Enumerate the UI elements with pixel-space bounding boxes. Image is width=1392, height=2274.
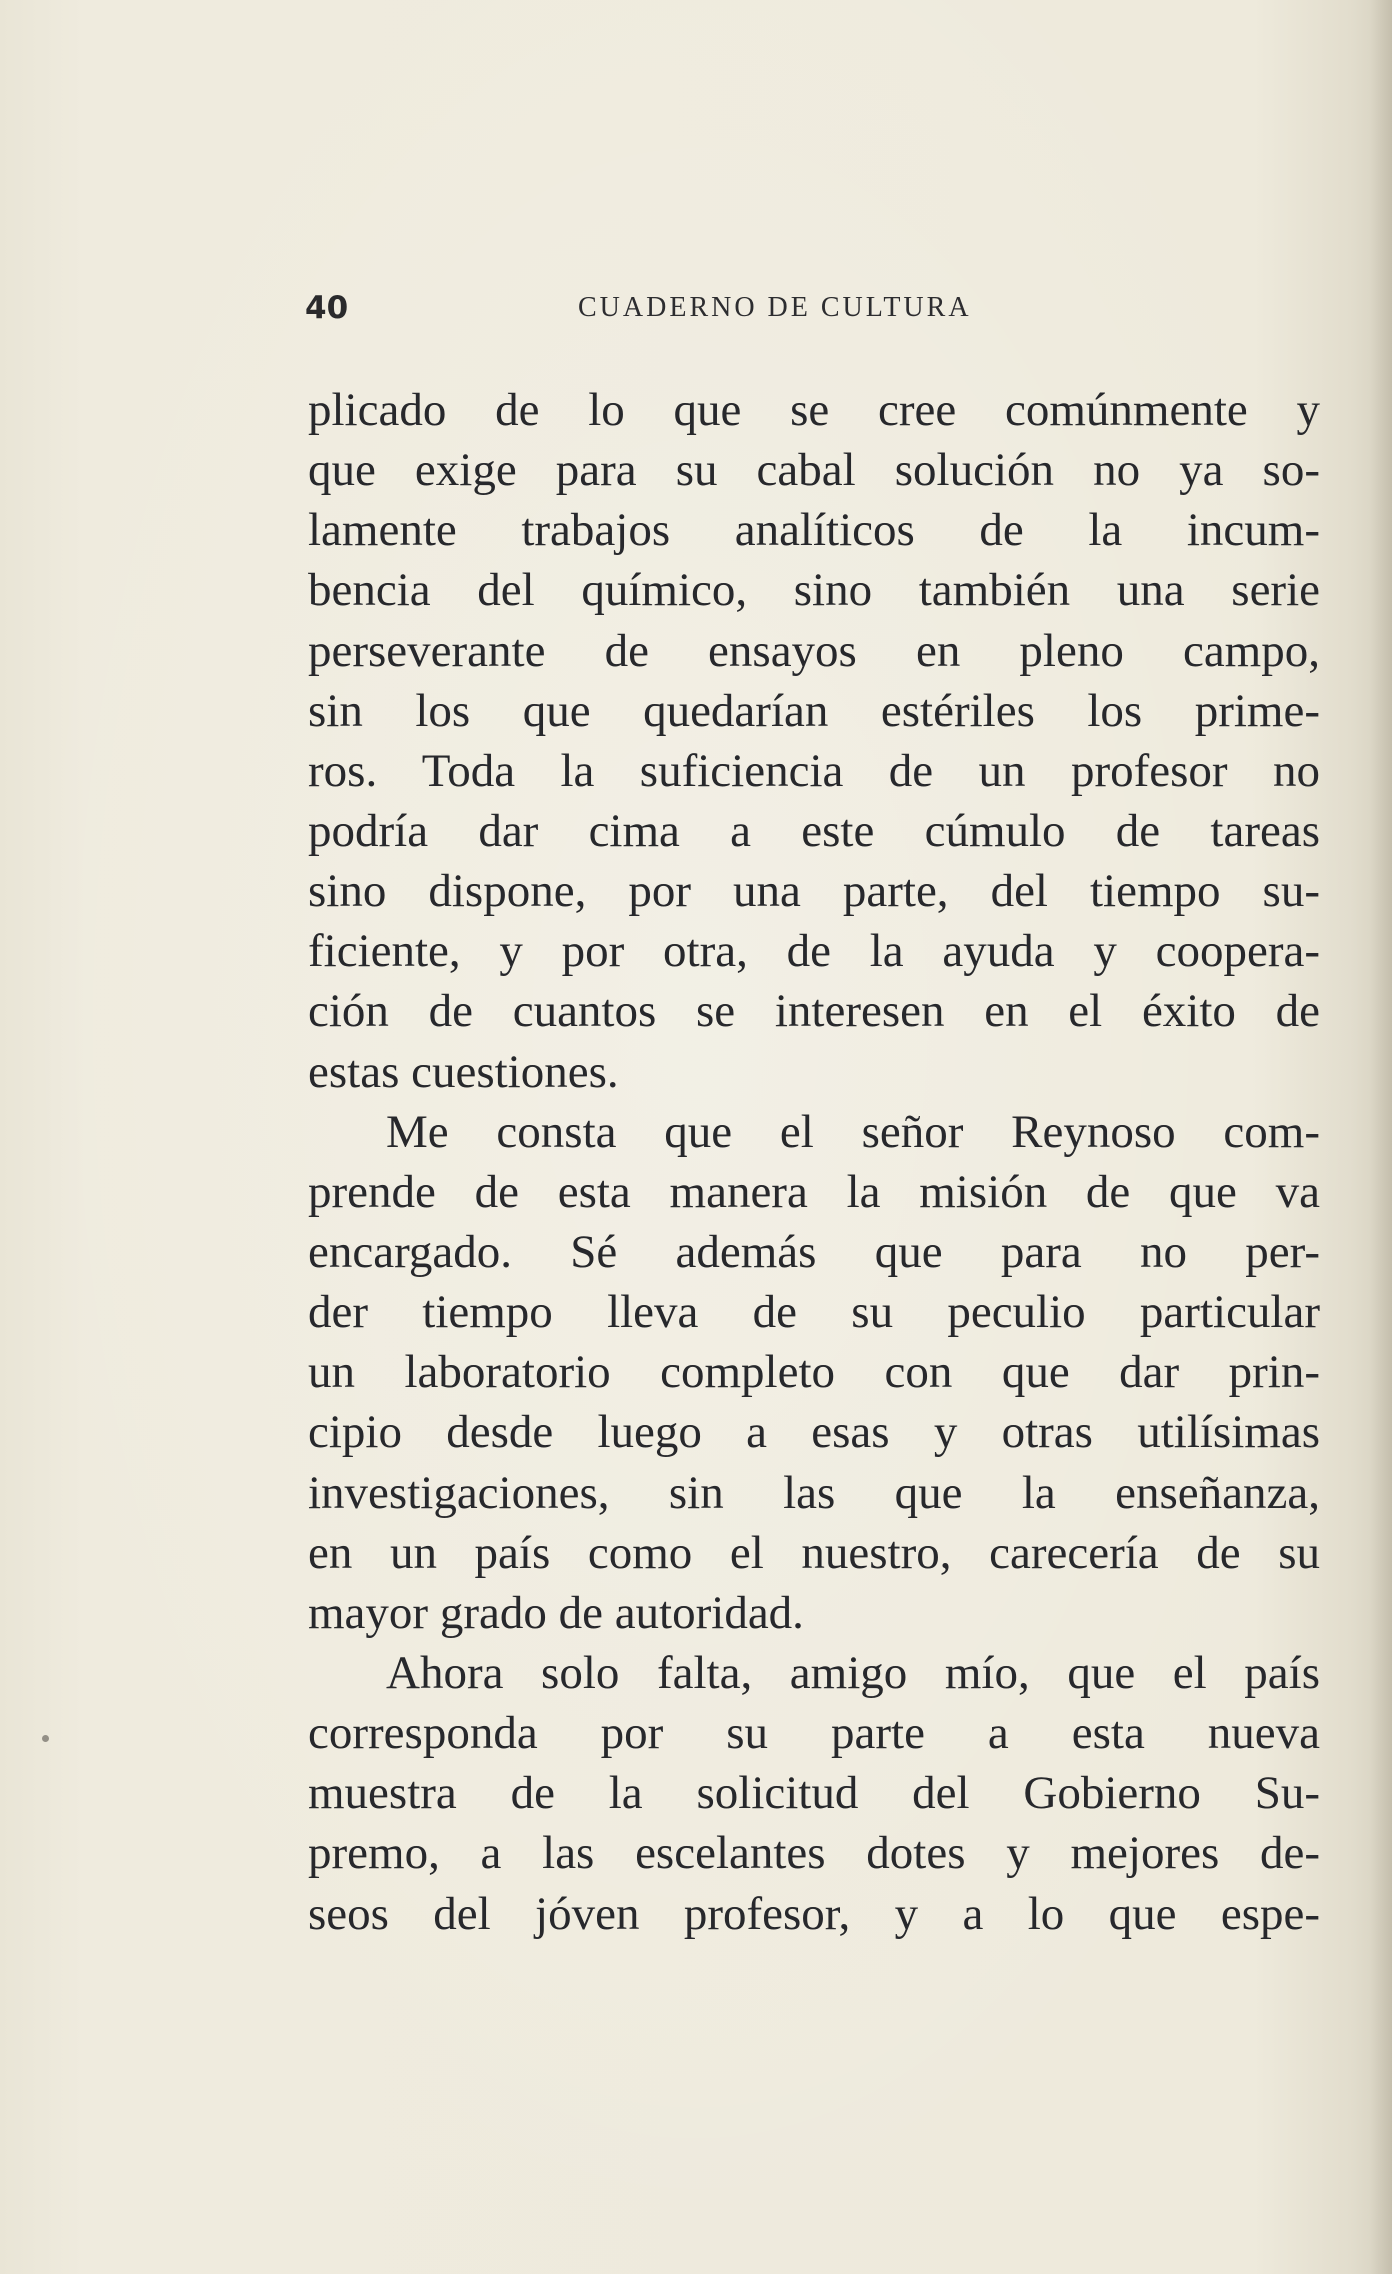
text-line: cipio desde luego a esas y otras utilísimas [308, 1406, 1320, 1459]
page-number: 40 [305, 290, 349, 326]
body-text [308, 380, 1320, 1944]
text-line: encargado. Sé además que para no per- [308, 1225, 1320, 1278]
text-line: en un país como el nuestro, carecería de su [308, 1526, 1320, 1579]
text-line: lamente trabajos analíticos de la incum- [308, 504, 1320, 557]
text-line: un laboratorio completo con que dar prin- [308, 1346, 1320, 1399]
running-header [305, 283, 1320, 333]
text-line: ficiente, y por otra, de la ayuda y coopera- [308, 925, 1320, 978]
text-line: bencia del químico, sino también una serie [308, 564, 1320, 617]
text-line: ros. Toda la suficiencia de un profesor no [308, 744, 1320, 797]
text-line: mayor grado de autoridad. [308, 1586, 804, 1639]
text-line: sino dispone, por una parte, del tiempo su- [308, 865, 1320, 918]
text-line: perseverante de ensayos en pleno campo, [308, 624, 1320, 677]
text-line: podría dar cima a este cúmulo de tareas [308, 804, 1320, 857]
text-line: der tiempo lleva de su peculio particular [308, 1286, 1320, 1339]
text-line: estas cuestiones. [308, 1045, 619, 1098]
text-line: corresponda por su parte a esta nueva [308, 1707, 1320, 1760]
text-line: prende de esta manera la misión de que va [308, 1165, 1320, 1218]
text-line: investigaciones, sin las que la enseñanza, [308, 1466, 1320, 1519]
text-line: Me consta que el señor Reynoso com- [386, 1105, 1320, 1158]
text-line: plicado de lo que se cree comúnmente y [308, 384, 1320, 436]
text-line: que exige para su cabal solución no ya so- [308, 444, 1320, 497]
running-title: CUADERNO DE CULTURA [578, 292, 972, 323]
text-line: Ahora solo falta, amigo mío, que el país [386, 1646, 1320, 1699]
text-line: ción de cuantos se interesen en el éxito de [308, 985, 1320, 1038]
page-edge-shadow [1370, 0, 1392, 2274]
paper-speck [42, 1735, 49, 1742]
text-line: muestra de la solicitud del Gobierno Su- [308, 1767, 1320, 1820]
text-line: sin los que quedarían estériles los prime- [308, 684, 1320, 737]
text-line: seos del jóven profesor, y a lo que espe- [308, 1887, 1320, 1940]
text-line: premo, a las escelantes dotes y mejores de- [308, 1827, 1320, 1880]
